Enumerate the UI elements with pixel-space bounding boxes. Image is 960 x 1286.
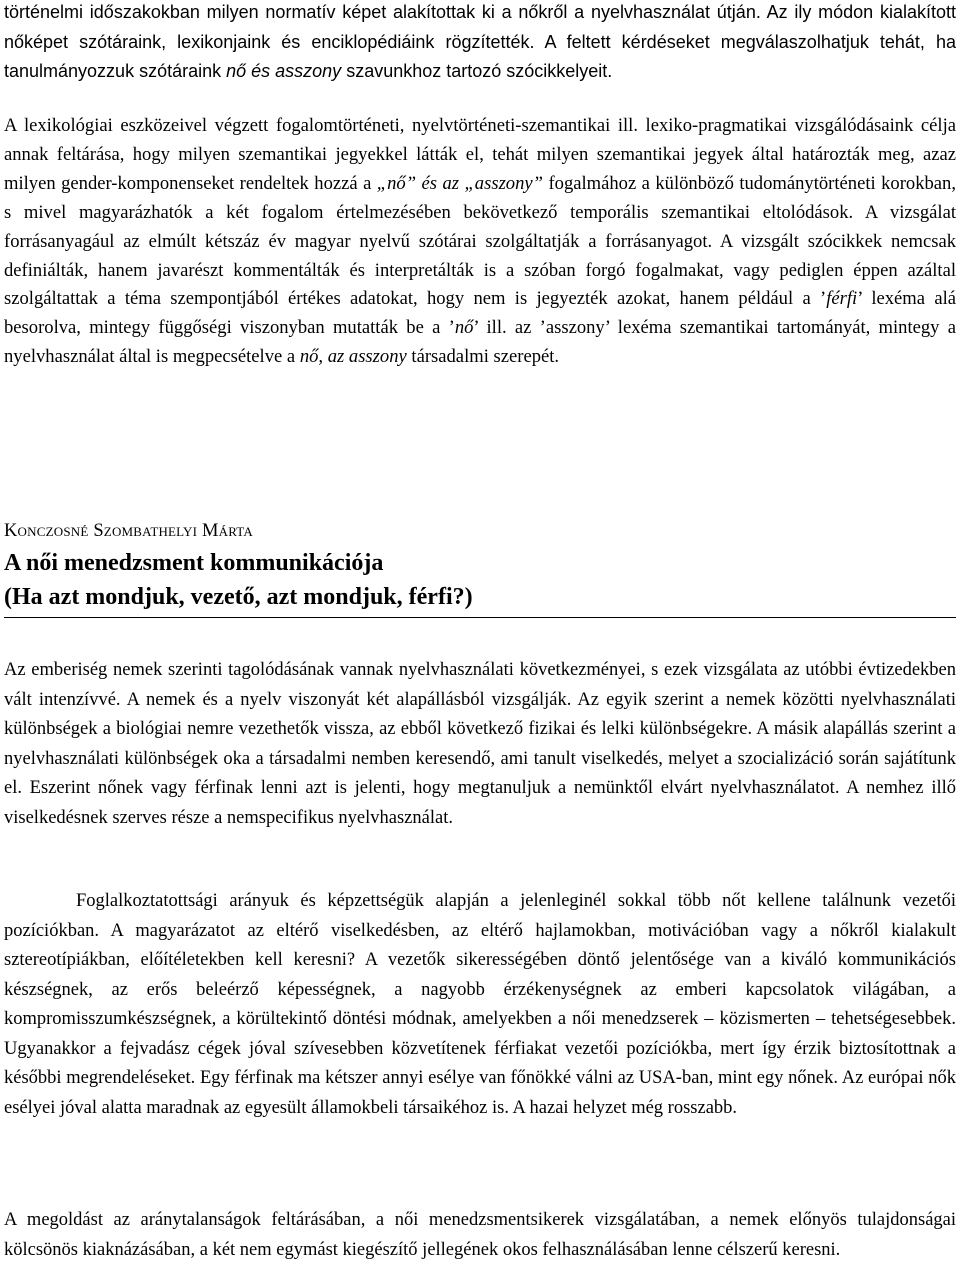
text-run: ’ ill. az ’asszony’ lexéma szemantikai tartományát, mintegy a nyelvhasználat által is megpecsételve a	[4, 317, 956, 368]
body-paragraph-2: Foglalkoztatottsági arányuk és képzettségük alapján a jelenleginél sokkal több nőt kellene találnunk vezetői pozíciókban. A magyarázatot az eltérő viselkedésben, az eltérő hajlamokban, motivációban vagy a nőkről kialakult sztereotípiákban, előítéletekben kell keresni? A vezetők sikerességében döntő jelentősége van a kiváló kommunikációs készségnek, az erős beleérző képességnek, a nagyobb érzékenységnek az emberi kapcsolatok világában, a kompromisszumkészségnek, a körültekintő döntési módnak, amelyekben a női menedzserek – közismerten – tehetségesebbek. Ugyanakkor a fejvadász cégek jóval szívesebben közvetítenek férfiakat vezetői pozíciókba, mert így érzik biztosítottnak a későbbi megrendeléseket. Egy férfinak ma kétszer annyi esélye van főnökké válni az USA-ban, mint egy nőnek. Az európai nők esélyei jóval alatta maradnak az egyesült államokbeli társaikéhoz is. A hazai helyzet még rosszabb.	[4, 891, 956, 1118]
author-name: Konczosné Szombathelyi Márta	[4, 521, 253, 541]
intro-paragraph	[4, 0, 956, 87]
article-title-line-2: (Ha azt mondjuk, vezető, azt mondjuk, férfi?)	[4, 584, 473, 610]
research-paragraph	[4, 112, 956, 372]
text-run: szavunkhoz tartozó szócikkelyeit.	[341, 61, 613, 81]
article-title-line-1: A női menedzsment kommunikációja	[4, 550, 384, 576]
italic-term: nő és asszony	[226, 61, 342, 81]
italic-term: férfi	[826, 288, 858, 310]
text-run: A lexikológiai eszközeivel végzett fogalomtörténeti, nyelvtörténeti-szemantikai ill. lexiko-pragmatikai vizsgálódásaink célja annak feltárása, hogy milyen szemantikai jegyekkel látták el, tehát milyen szemantikai jegyek által határozták meg, azaz milyen gender-komponenseket rendeltek hozzá a	[4, 115, 956, 194]
title-divider	[4, 617, 956, 618]
article-header	[4, 519, 956, 614]
italic-term: nő	[454, 317, 474, 339]
body-paragraph-1: Az emberiség nemek szerinti tagolódásának vannak nyelvhasználati következményei, s ezek vizsgálata az utóbbi évtizedekben vált intenzívvé. A nemek és a nyelv viszonyát két alapállásból vizsgálják. Az egyik szerint a nemek közötti nyelvhasználati különbségek a biológiai nemre vezethetők vissza, az ebből következő fizikai és lelki különbségekre. A másik alapállás szerint a nyelvhasználati különbségek oka a társadalmi nemben keresendő, ami tanult viselkedés, melyet a szocializáció során sajátítunk el. Eszerint nőnek vagy férfinak lenni azt is jelenti, hogy megtanuljuk a nemünktől elvárt nyelvhasználatot. A nemhez illő viselkedésnek szerves része a nemspecifikus nyelvhasználat.	[4, 660, 956, 828]
text-run: ’ lexéma alá besorolva, mintegy függőségi viszonyban mutatták be a ’	[4, 288, 956, 339]
italic-term: nő, az asszony	[299, 346, 407, 368]
text-run: társadalmi szerepét.	[406, 346, 560, 368]
text-run: fogalmához a különböző tudománytörténeti korokban, s mivel magyarázhatók a két fogalom értelmezésében bekövetkező temporális szemantikai eltolódások. A vizsgálat forrásanyagául az elmúlt kétszáz év magyar nyelvű szótárai szolgáltatják a forrásanyagot. A vizsgált szócikkek nemcsak definiálták, hanem javarészt kommentálták és interpretálták is a szóban forgó fogalmakat, vagy pediglen éppen azáltal szolgáltattak a téma szempontjából értékes adatokat, hogy nem is jegyezték azokat, hanem például a ’	[4, 172, 956, 310]
body-paragraph-3: A megoldást az aránytalanságok feltárásában, a női menedzsmentsikerek vizsgálatában, a nemek előnyös tulajdonságai kölcsönös kiaknázásában, a két nem egymást kiegészítő jellegének okos felhasználásában lenne célszerű keresni.	[4, 1210, 956, 1260]
text-run: történelmi időszakokban milyen normatív képet alakítottak ki a nőkről a nyelvhasználat útján. Az ily módon kialakított nőképet szótáraink, lexikonjaink és enciklopédiáink rögzítették. A feltett kérdéseket megválaszolhatjuk tehát, ha tanulmányozzuk szótáraink	[4, 2, 956, 81]
italic-term: „nő” és az „asszony”	[376, 172, 543, 194]
